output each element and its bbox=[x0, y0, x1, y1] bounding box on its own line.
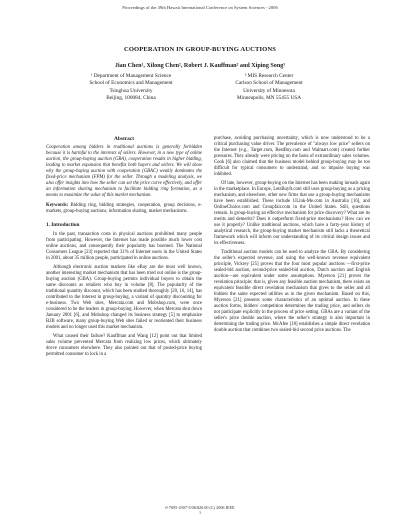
keywords bbox=[46, 203, 202, 215]
left-column bbox=[46, 136, 202, 361]
body-paragraph: In the past, transaction costs in physical auctions prohibited many people from participating. However, the Internet has made possible much lower cost online auctions, and consequently their popularity has boomed. The National Consumers League [23] reported that 31% of Internet users in the United States in 2001, about 35 million people, participated in online auctions. bbox=[46, 232, 202, 261]
affiliation-line: Tsinghua University bbox=[109, 87, 153, 94]
abstract-text: Cooperation among bidders in traditional auctions is generally forbidden because it is harmful to the interests of sellers. However, in a new type of online auction, the group-buying auction (GBA), cooperation results in higher bidding, leading to market expansion that benefits both buyers and sellers. We will show why the group-buying auction with cooperation (GBAC) weakly dominates the fixed-price mechanism (FPM) for the seller. Through a modeling analysis, we also offer insights into how the seller can set the price curve effectively, and offer an information sharing mechanism to facilitate bidding ring formation, as a means to maximize the value of this market mechanism. bbox=[46, 145, 202, 198]
body-paragraph: purchase, avoiding purchasing uncertainty, which is now understood to be a critical purchasing value driver. The prevalence of "always low price" sellers on the Internet (e.g., Target.com, BestBuy.com and Walmart.com) created further pressures. They already were pricing on the basis of extraordinary sales volumes. Cook [6] also claimed that the business model behind group-buying may be too difficult for typical consumers to understand, and so impulse buying was inhibited. bbox=[214, 136, 370, 177]
affiliation-line: Beijing, 100084, China bbox=[106, 94, 156, 101]
affiliation-line: Carlson School of Management bbox=[235, 80, 303, 87]
affiliation-tsinghua bbox=[62, 73, 200, 102]
affiliation-line: School of Economics and Management bbox=[89, 80, 173, 87]
keywords-label: Keywords: bbox=[46, 203, 69, 208]
abstract-heading: Abstract bbox=[113, 136, 135, 142]
affiliation-line: Minneapolis, MN 55455 USA bbox=[236, 94, 302, 101]
paper-title: COOPERATION IN GROUP-BUYING AUCTIONS bbox=[123, 46, 277, 53]
page-footer bbox=[0, 505, 400, 515]
body-paragraph: Of late, however, group-buying on the Internet has been making inroads again in the marketplace. In Europe, LetsBuyIt.com still uses group-buying as a pricing mechanism, and elsewhere, other new firms that use a group-buying mechanisms have been established. These include ULink-Me.com in Australia [16], and OnlineChoice.com and Groupfair.com in the United States. Still, questions remain. Is group-buying an effective mechanism for price discovery? What are its merits and demerits? Does it outperform fixed-price mechanisms? How can we use it properly? Unlike traditional auctions, which have a forty-year history of analytical research, the group-buying market mechanism still lacks a theoretical framework which will inform our understanding of its critical design issues and its effectiveness. bbox=[214, 181, 370, 246]
body-paragraph: What caused their failure? Kauffman and Wang [12] point out that limited sales volume prevented Mercata from realizing low prices, which ultimately drove consumers elsewhere. They also pointed out that of posted-price buying permitted consumer to lock in a bbox=[46, 334, 202, 357]
page-number: 1 bbox=[198, 510, 202, 515]
section-heading: 1. Introduction bbox=[46, 222, 80, 228]
author-list: Jian Chen¹, Xilong Chen², Robert J. Kauffman² and Xiping Song¹ bbox=[114, 63, 286, 69]
affiliations bbox=[62, 73, 338, 102]
affiliation-line: ² MIS Research Center bbox=[244, 73, 294, 79]
body-paragraph: Traditional auction models can be used to analyze the GBA. By considering the seller's expected revenue, and using the well-known revenue equivalent principle, Vickrey [25] proves that the four most popular auctions —first-price sealed-bid auction, second-price sealed-bid auction, Dutch auction and English auction—are equivalent under some assumptions. Myerson [21] proves the revelation principle: that is, given any feasible auction mechanism, there exists an equivalent feasible direct revelation mechanism that gives to the seller and all bidders the same expected utilities as in the given mechanism. Based on this, Myerson [21] presents some characteristics of an optimal auction. In these auction forms, bidders' competition determines the trading price, and sellers do not participate explicitly in the process of price setting. GBAs are a variant of the seller's price double auction, where the seller's strategy is also important in determining the trading price. McAfee [18] establishes a simple direct revelation double auction that combines two sealed-bid second price auctions. The bbox=[214, 250, 370, 333]
running-head: Proceedings of the 39th Hawaii International Conference on System Sciences - 2006 bbox=[122, 5, 278, 10]
affiliation-minnesota bbox=[200, 73, 338, 102]
affiliation-line: ¹ Department of Management Science bbox=[90, 73, 172, 79]
copyright-line: 0-7695-2507-5/06/$20.00 (C) 2006 IEEE bbox=[165, 505, 235, 510]
right-column bbox=[214, 136, 370, 337]
affiliation-line: University of Minnesota bbox=[243, 87, 295, 94]
keywords-text: Bidding ring, bidding strategies, cooperation, group decisions, e-markets, group-buying auctions, information sharing, market mechanisms. bbox=[46, 203, 202, 214]
body-paragraph: Although electronic auction markets like eBay are the most well known, another interesting market mechanism that has been tried out online is the group-buying auction (GBA). Group-buying permits individual buyers to obtain the same discounts as retailers who buy in volume [8]. The popularity of the traditional quantity discount, which has been studied thoroughly [20, 16, 14], has contributed to the interest in group-buying, a variant of quantity discounting for e-business. Two Web sites, Mercata.com and Mobshop.com, were once considered to be the leaders in group-buying. However, when Mercata shut down January 2001 [6], and Mobshop changed its business strategy [5] to emphasize B2B software, many group-buying Web sites failed or reoriented their business models and no longer used this market mechanism. bbox=[46, 265, 202, 330]
